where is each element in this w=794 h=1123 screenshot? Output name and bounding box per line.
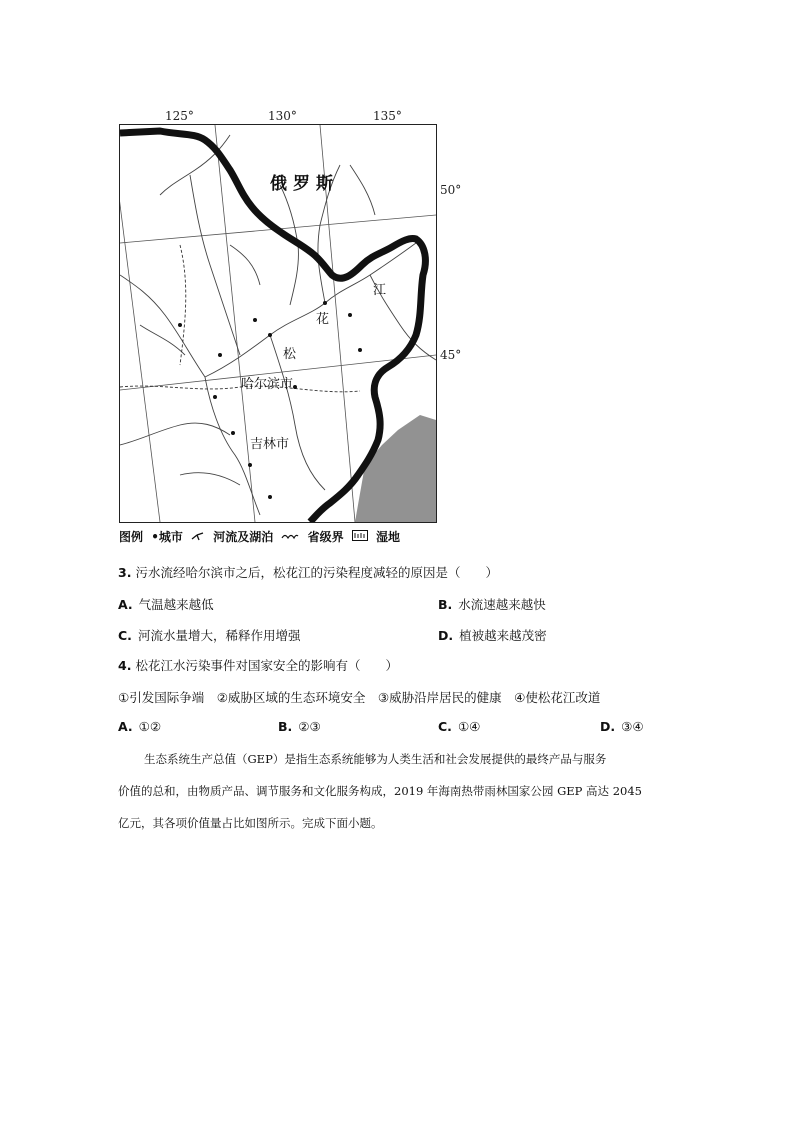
latitude-label-45: 45° xyxy=(440,348,462,362)
river-char-jiang: 江 xyxy=(373,283,387,298)
q4-option-a[interactable] xyxy=(118,719,161,734)
legend-river: 河流及湖泊 xyxy=(213,530,274,544)
q3-option-a-key: A. xyxy=(118,597,133,612)
q4-option-a-key: A. xyxy=(118,719,133,734)
question-3-number: 3. xyxy=(118,565,132,580)
q3-option-d[interactable] xyxy=(438,626,547,644)
passage-line-3: 亿元，其各项价值量占比如图所示。完成下面小题。 xyxy=(118,816,383,830)
question-4-number: 4. xyxy=(118,658,132,673)
q4-option-b[interactable] xyxy=(278,719,321,734)
map-legend xyxy=(119,528,404,545)
question-4-statements: ①引发国际争端 ②威胁区域的生态环境安全 ③威胁沿岸居民的健康 ④使松花江改道 xyxy=(118,690,601,705)
q4-option-c-text: ①④ xyxy=(457,719,481,734)
question-3-text: 污水流经哈尔滨市之后，松花江的污染程度减轻的原因是（ ） xyxy=(135,565,498,580)
passage-line-1: 生态系统生产总值（GEP）是指生态系统能够为人类生活和社会发展提供的最终产品与服务 xyxy=(144,752,607,766)
legend-title: 图例 xyxy=(119,530,144,544)
q3-option-d-text: 植被越来越茂密 xyxy=(459,628,547,643)
q4-option-d[interactable] xyxy=(600,719,644,734)
question-4 xyxy=(118,656,398,674)
q3-option-b[interactable] xyxy=(438,595,546,613)
q3-option-b-key: B. xyxy=(438,597,453,612)
legend-city: •城市 xyxy=(151,530,183,544)
legend-wetland: 湿地 xyxy=(376,530,401,544)
longitude-label-135: 135° xyxy=(373,109,402,123)
city-dots xyxy=(178,301,362,499)
city-label-jilin: 吉林市 xyxy=(250,437,290,452)
river-char-hua: 花 xyxy=(316,312,330,327)
river-symbol-icon xyxy=(191,530,209,544)
city-label-harbin: 哈尔滨市 xyxy=(241,377,294,392)
q3-option-c-key: C. xyxy=(118,628,132,643)
q4-option-b-text: ②③ xyxy=(298,719,321,734)
q4-option-d-key: D. xyxy=(600,719,616,734)
country-label-russia: 俄罗斯 xyxy=(270,174,339,194)
q3-option-d-key: D. xyxy=(438,628,454,643)
q4-option-b-key: B. xyxy=(278,719,293,734)
q4-option-c[interactable] xyxy=(438,719,480,734)
sea-area xyxy=(355,415,436,522)
passage-line-2: 价值的总和，由物质产品、调节服务和文化服务构成，2019 年海南热带雨林国家公园 GEP 高达 2045 xyxy=(118,784,642,798)
q3-option-c-text: 河流水量增大，稀释作用增强 xyxy=(137,628,301,643)
songhua-river-map xyxy=(119,124,437,523)
q3-option-a-text: 气温越来越低 xyxy=(138,597,214,612)
longitude-label-125: 125° xyxy=(165,109,194,123)
legend-border: 省级界 xyxy=(307,530,344,544)
wetland-symbol-icon xyxy=(352,530,372,544)
river-char-song: 松 xyxy=(283,347,297,362)
q4-option-c-key: C. xyxy=(438,719,452,734)
question-3 xyxy=(118,563,498,581)
question-4-text: 松花江水污染事件对国家安全的影响有（ ） xyxy=(135,658,398,673)
q3-option-a[interactable] xyxy=(118,595,214,613)
q3-option-b-text: 水流速越来越快 xyxy=(458,597,546,612)
q3-option-c[interactable] xyxy=(118,626,300,644)
latitude-label-50: 50° xyxy=(440,183,462,197)
q4-option-d-text: ③④ xyxy=(621,719,644,734)
border-symbol-icon xyxy=(281,530,303,544)
longitude-label-130: 130° xyxy=(268,109,297,123)
q4-option-a-text: ①② xyxy=(138,719,162,734)
